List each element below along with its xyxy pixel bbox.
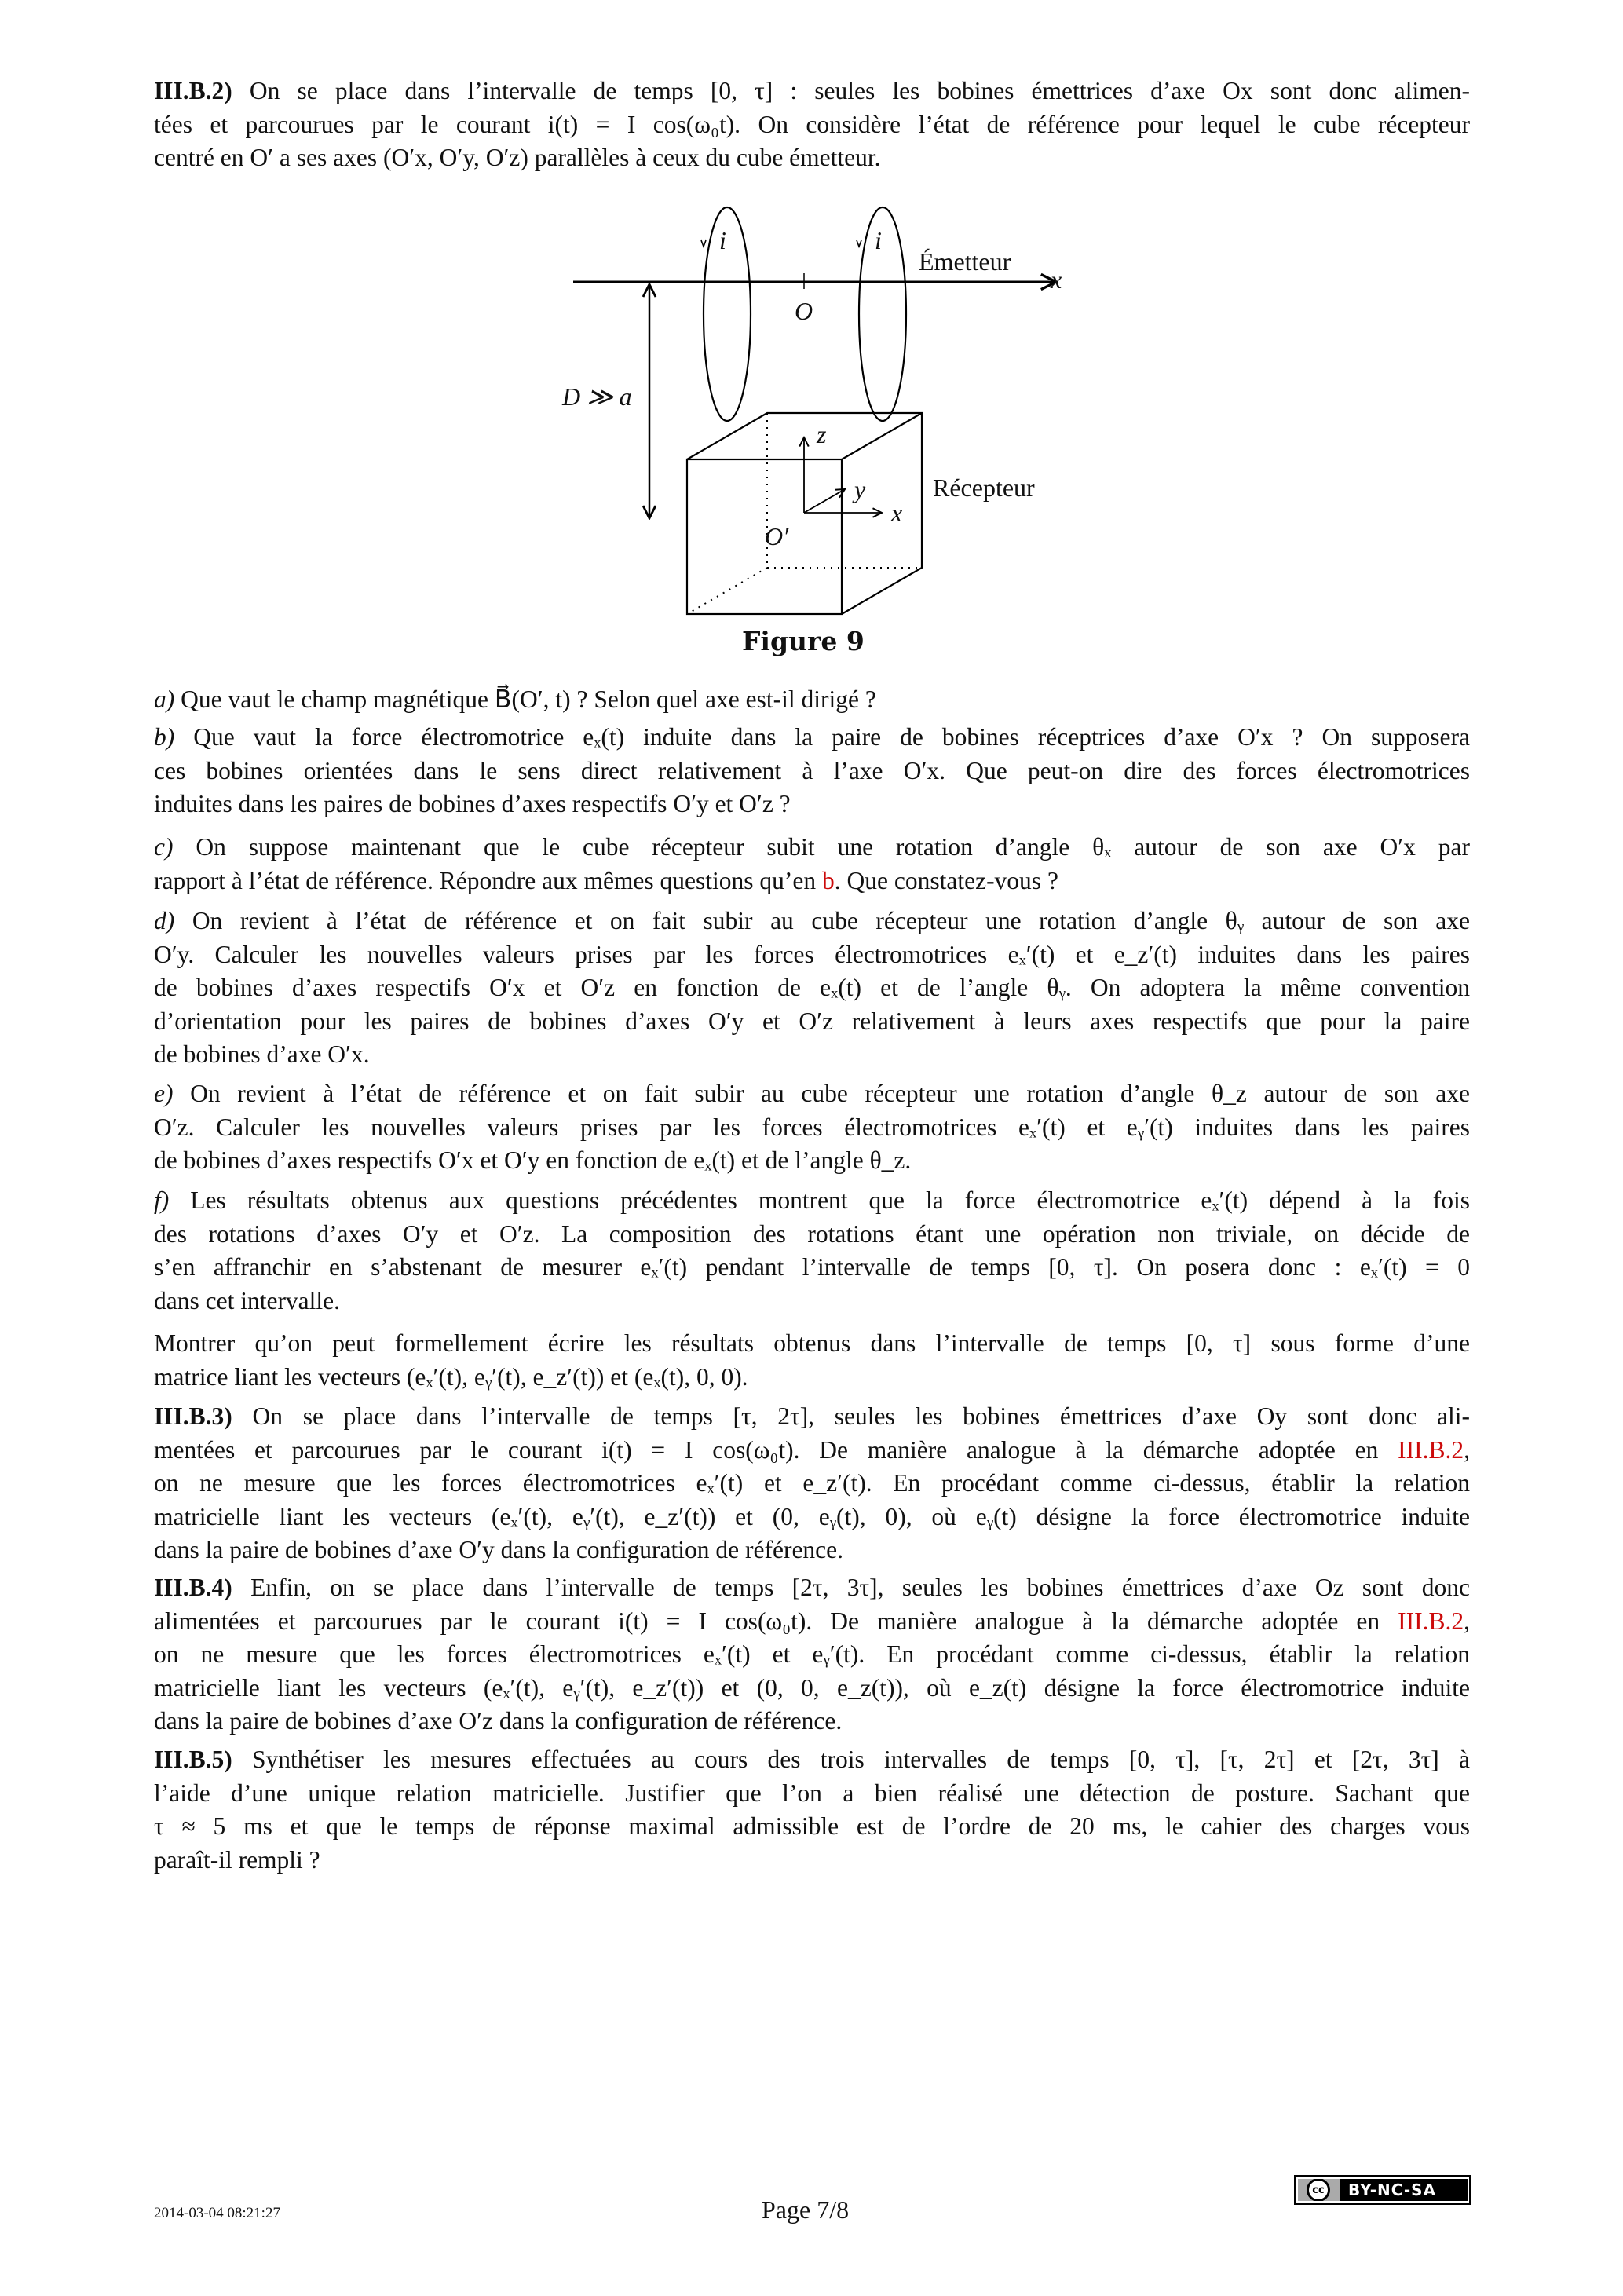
question-text: . Que constatez-vous ? xyxy=(834,866,1058,894)
question-text: des rotations d’axes O′y et O′z. La composition des rotations étant une opération non triviale, on décide de xyxy=(154,1219,1470,1248)
question-label: b) xyxy=(154,723,175,751)
question-text: O′z. Calculer les nouvelles valeurs prises par les forces électromotrices eₓ′(t) et eᵧ′(t) induites dans les paires xyxy=(154,1113,1470,1141)
section-text: On se place dans l’intervalle de temps [0, τ] : seules les bobines émettrices d’axe Ox sont donc alimen- xyxy=(249,77,1470,104)
question-f xyxy=(154,1184,1470,1318)
question-text: matrice liant les vecteurs (eₓ′(t), eᵧ′(t), e_z′(t)) et (eₓ(t), 0, 0). xyxy=(154,1362,748,1391)
receiver-label: Récepteur xyxy=(933,473,1035,502)
question-a xyxy=(154,683,1470,717)
footer-date: 2014-03-04 08:21:27 xyxy=(154,2205,280,2221)
section-text: , xyxy=(1464,1607,1470,1635)
link-question-b[interactable]: b xyxy=(822,866,835,894)
question-text: d’orientation pour les paires de bobines d’axes O′y et O′z relativement à leurs axes respectifs que pour la paire xyxy=(154,1007,1470,1035)
question-text: de bobines d’axes respectifs O′x et O′z en fonction de eₓ(t) et de l’angle θᵧ. On adoptera la même convention xyxy=(154,974,1470,1001)
question-text: Que vaut la force électromotrice eₓ(t) induite dans la paire de bobines réceptrices d’axe O′x ? On supposera xyxy=(193,723,1471,751)
section-text: Enfin, on se place dans l’intervalle de temps [2τ, 3τ], seules les bobines émettrices d’axe Oz sont donc xyxy=(250,1574,1470,1601)
section-b4 xyxy=(154,1571,1470,1738)
section-heading: III.B.2) xyxy=(154,77,232,104)
z-axis-label: z xyxy=(817,420,827,448)
link-section-b2[interactable]: III.B.2 xyxy=(1398,1607,1464,1635)
section-heading: III.B.4) xyxy=(154,1574,232,1601)
section-text: on ne mesure que les forces électromotrices eₓ′(t) et eᵧ′(t). En procédant comme ci-dessus, établir la relation xyxy=(154,1640,1470,1668)
section-text: dans la paire de bobines d’axe O′z dans la configuration de référence. xyxy=(154,1707,843,1735)
section-text: l’aide d’une unique relation matricielle. Justifier que l’on a bien réalisé une détection de posture. Sachant que xyxy=(154,1779,1470,1807)
question-c xyxy=(154,831,1470,898)
section-text: centré en O′ a ses axes (O′x, O′y, O′z) parallèles à ceux du cube émetteur. xyxy=(154,144,881,171)
figure-caption: Figure 9 xyxy=(742,626,865,656)
license-text: BY-NC-SA xyxy=(1348,2181,1437,2199)
question-text: de bobines d’axes respectifs O′x et O′y en fonction de eₓ(t) et de l’angle θ_z. xyxy=(154,1146,912,1174)
section-text: matricielle liant les vecteurs (eₓ′(t), eᵧ′(t), e_z′(t)) et (0, eᵧ(t), 0), où eᵧ(t) désigne la force électromotrice induite xyxy=(154,1502,1470,1530)
question-text: Les résultats obtenus aux questions précédentes montrent que la force électromotrice eₓ′(t) dépend à la fois xyxy=(190,1186,1470,1214)
matrix-question xyxy=(154,1327,1470,1394)
current-label-left: i xyxy=(719,226,726,254)
section-b3 xyxy=(154,1400,1470,1567)
section-text: On se place dans l’intervalle de temps [τ, 2τ], seules les bobines émettrices d’axe Oy sont donc ali- xyxy=(252,1402,1471,1430)
cc-icon: cc xyxy=(1296,2177,1340,2203)
question-text: Que vaut le champ magnétique B⃗(O′, t) ? Selon quel axe est-il dirigé ? xyxy=(181,686,876,713)
section-b5 xyxy=(154,1743,1470,1877)
question-text: s’en affranchir en s’abstenant de mesurer eₓ′(t) pendant l’intervalle de temps [0, τ]. On posera donc : eₓ′(t) = 0 xyxy=(154,1253,1470,1281)
current-label-right: i xyxy=(875,226,882,254)
section-heading: III.B.5) xyxy=(154,1746,232,1773)
distance-label: D ≫ a xyxy=(562,382,632,411)
section-text: paraît-il rempli ? xyxy=(154,1845,320,1874)
page-number: Page 7/8 xyxy=(762,2195,850,2224)
question-text: On revient à l’état de référence et on fait subir au cube récepteur une rotation d’angle θᵧ autour de son axe xyxy=(192,907,1470,934)
question-text: induites dans les paires de bobines d’axes respectifs O′y et O′z ? xyxy=(154,790,791,817)
section-text: τ ≈ 5 ms et que le temps de réponse maximal admissible est de l’ordre de 20 ms, le cahier des charges vous xyxy=(154,1812,1470,1840)
question-d xyxy=(154,905,1470,1072)
license-badge[interactable] xyxy=(1294,2175,1471,2205)
question-b xyxy=(154,721,1470,821)
section-text: matricielle liant les vecteurs (eₓ′(t), eᵧ′(t), e_z′(t)) et (0, 0, e_z(t)), où e_z(t) désigne la force électromotrice induite xyxy=(154,1673,1470,1702)
origin-label: O xyxy=(795,297,813,325)
question-label: a) xyxy=(154,686,175,713)
question-e xyxy=(154,1077,1470,1178)
emitter-label: Émetteur xyxy=(919,247,1011,276)
question-text: On revient à l’état de référence et on fait subir au cube récepteur une rotation d’angle θ_z autour de son axe xyxy=(190,1080,1470,1107)
question-label: f) xyxy=(154,1186,170,1214)
section-b2 xyxy=(154,75,1470,175)
question-text: dans cet intervalle. xyxy=(154,1286,341,1314)
section-text: , xyxy=(1464,1435,1470,1464)
section-text: Synthétiser les mesures effectuées au cours des trois intervalles de temps [0, τ], [τ, 2τ] et [2τ, 3τ] à xyxy=(252,1746,1471,1773)
question-label: d) xyxy=(154,907,175,934)
question-label: e) xyxy=(154,1080,174,1107)
y-axis-label: y xyxy=(854,475,866,503)
origin-prime-label: O′ xyxy=(765,522,789,550)
question-text: Montrer qu’on peut formellement écrire les résultats obtenus dans l’intervalle de temps [0, τ] sous forme d’une xyxy=(154,1329,1470,1357)
section-text: dans la paire de bobines d’axe O′y dans la configuration de référence. xyxy=(154,1536,844,1563)
section-text: alimentées et parcourues par le courant i(t) = I cos(ω₀t). De manière analogue à la démarche adoptée en xyxy=(154,1607,1398,1635)
question-text: rapport à l’état de référence. Répondre aux mêmes questions qu’en xyxy=(154,866,823,894)
link-section-b2[interactable]: III.B.2 xyxy=(1398,1435,1464,1464)
question-text: de bobines d’axe O′x. xyxy=(154,1040,370,1068)
section-text: mentées et parcourues par le courant i(t) = I cos(ω₀t). De manière analogue à la démarche adoptée en xyxy=(154,1435,1398,1464)
question-label: c) xyxy=(154,833,174,861)
section-text: on ne mesure que les forces électromotrices eₓ′(t) et e_z′(t). En procédant comme ci-dessus, établir la relation xyxy=(154,1469,1470,1497)
question-text: ces bobines orientées dans le sens direct relativement à l’axe O′x. Que peut-on dire des forces électromotrices xyxy=(154,756,1470,784)
question-text: On suppose maintenant que le cube récepteur subit une rotation d’angle θₓ autour de son axe O′x par xyxy=(196,833,1471,861)
section-heading: III.B.3) xyxy=(154,1402,232,1430)
section-text: tées et parcourues par le courant i(t) = I cos(ω₀t). On considère l’état de référence pour lequel le cube récepteur xyxy=(154,110,1470,138)
question-text: O′y. Calculer les nouvelles valeurs prises par les forces électromotrices eₓ′(t) et e_z′(t) induites dans les paires xyxy=(154,940,1470,968)
x-axis-label-receiver: x xyxy=(891,499,903,527)
x-axis-label: x xyxy=(1051,265,1062,294)
